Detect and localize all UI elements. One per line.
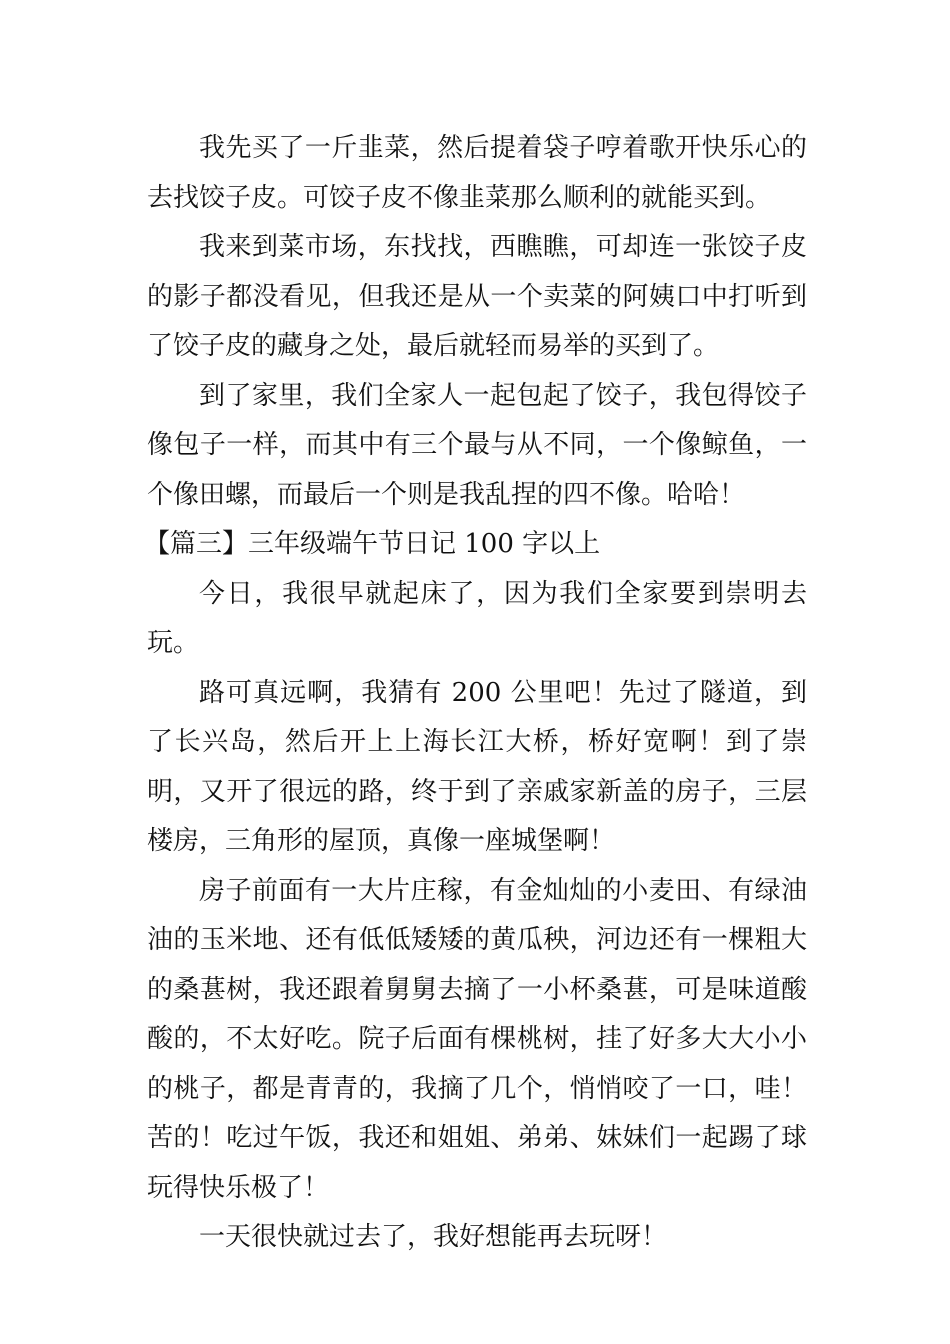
paragraph: 房子前面有一大片庄稼，有金灿灿的小麦田、有绿油油的玉米地、还有低低矮矮的黄瓜秧，河边还有一棵粗大的桑葚树，我还跟着舅舅去摘了一小杯桑葚，可是味道酸酸的，不太好吃。院子后面有棵桃树，挂了好多大大小小的桃子，都是青青的，我摘了几个，悄悄咬了一口，哇！苦的！吃过午饭，我还和姐姐、弟弟、妹妹们一起踢了球玩得快乐极了！ — [147, 875, 807, 1203]
paragraph: 路可真远啊，我猜有 200 公里吧！先过了隧道，到了长兴岛，然后开上上海长江大桥，桥好宽啊！到了崇明，又开了很远的路，终于到了亲戚家新盖的房子，三层楼房，三角形的屋顶，真像一座城堡啊！ — [147, 677, 807, 856]
document-body — [144, 124, 807, 1263]
section-heading: 【篇三】三年级端午节日记 100 字以上 — [144, 529, 601, 559]
paragraph: 到了家里，我们全家人一起包起了饺子，我包得饺子像包子一样，而其中有三个最与从不同，一个像鲸鱼，一个像田螺，而最后一个则是我乱捏的四不像。哈哈！ — [147, 380, 807, 510]
paragraph: 一天很快就过去了，我好想能再去玩呀！ — [199, 1222, 668, 1252]
paragraph: 我来到菜市场，东找找，西瞧瞧，可却连一张饺子皮的影子都没看见，但我还是从一个卖菜的阿姨口中打听到了饺子皮的藏身之处，最后就轻而易举的买到了。 — [147, 232, 807, 361]
paragraph: 今日，我很早就起床了，因为我们全家要到崇明去玩。 — [147, 578, 807, 658]
paragraph: 我先买了一斤韭菜，然后提着袋子哼着歌开快乐心的去找饺子皮。可饺子皮不像韭菜那么顺利的就能买到。 — [147, 133, 807, 213]
